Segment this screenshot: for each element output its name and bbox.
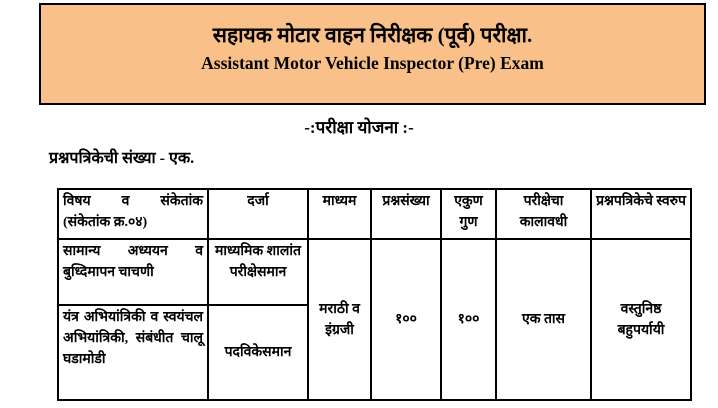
exam-title-english: Assistant Motor Vehicle Inspector (Pre) Exam <box>201 53 544 73</box>
paper-count-text: प्रश्नपत्रिकेची संख्या - एक. <box>49 150 195 167</box>
cell-subject-row1: सामान्य अध्ययन व बुध्दिमापन चाचणी <box>58 239 208 305</box>
cell-total-marks: १०० <box>441 239 496 400</box>
cell-subject-row2: यंत्र अभियांत्रिकी व स्वयंचल अभियांत्रिकी, संबंधीत चालू घडामोडी <box>58 305 208 400</box>
cell-standard-row2: पदविकेसमान <box>208 305 308 400</box>
col-header-paper-format: प्रश्नपत्रिकेचे स्वरुप <box>591 189 691 239</box>
col-header-standard: दर्जा <box>208 189 308 239</box>
exam-title-marathi: सहायक मोटार वाहन निरीक्षक (पूर्व) परीक्षा. <box>212 23 533 47</box>
cell-question-count: १०० <box>371 239 441 400</box>
cell-standard-row1: माध्यमिक शालांत परीक्षेसमान <box>208 239 308 305</box>
cell-paper-format: वस्तुनिष्ठ बहुपर्यायी <box>591 239 691 400</box>
exam-plan-heading: -:परीक्षा योजना :- <box>304 118 414 137</box>
col-header-duration: परीक्षेचा कालावधी <box>496 189 591 239</box>
col-header-total-marks: एकुण गुण <box>441 189 496 239</box>
exam-title-banner <box>39 3 706 105</box>
col-header-question-count: प्रश्नसंख्या <box>371 189 441 239</box>
cell-duration: एक तास <box>496 239 591 400</box>
table-header-row <box>58 189 691 239</box>
col-header-subject-line2: (संकेतांक क्र.०४) <box>63 215 148 230</box>
col-header-subject-line1: विषय व संकेतांक <box>63 194 203 209</box>
col-header-subject <box>58 189 208 239</box>
table-row <box>58 239 691 305</box>
col-header-medium: माध्यम <box>308 189 371 239</box>
cell-medium-text: मराठी व इंग्रजी <box>319 301 360 338</box>
cell-medium <box>308 239 371 400</box>
exam-plan-table <box>57 188 692 401</box>
